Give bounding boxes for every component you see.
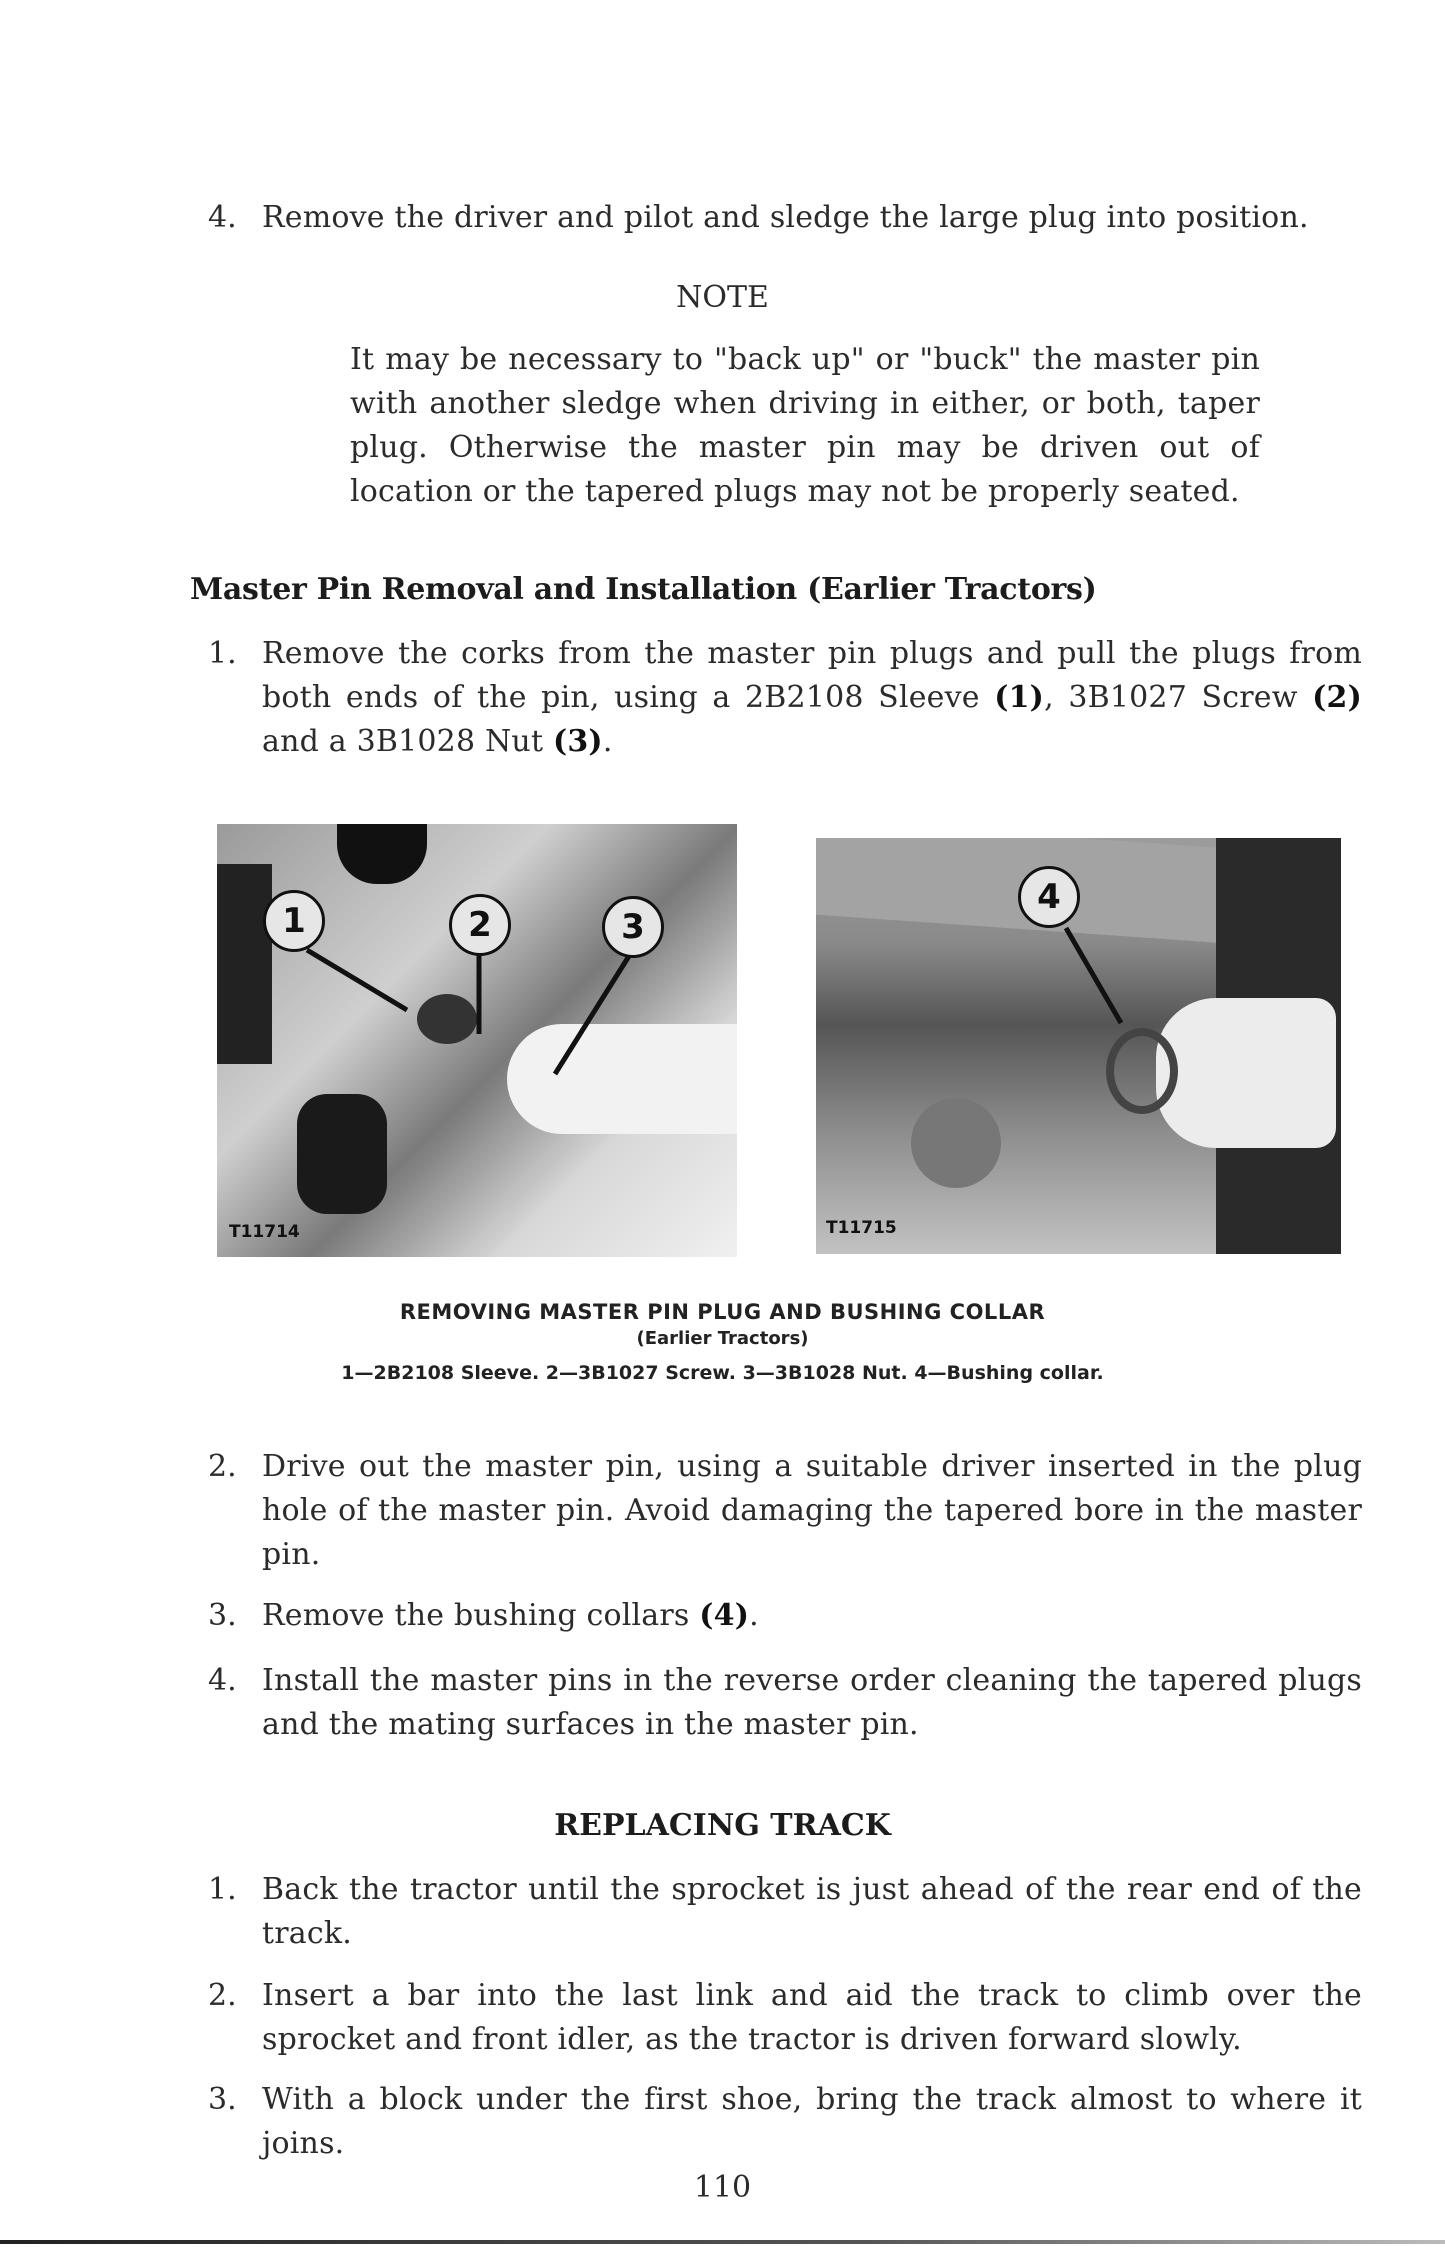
step-number: 4. — [208, 200, 237, 235]
ref-4: (4) — [699, 1598, 750, 1633]
step-text: Back the tractor until the sprocket is just ahead of the rear end of the track. — [262, 1872, 1362, 1951]
note-text: It may be necessary to "back up" or "buck" the master pin with another sledge when driving in either, or both, taper plug. Otherwise the master pin may be driven out of location or the tapered plugs may not be properly seated. — [350, 342, 1260, 509]
page-number: 110 — [693, 2170, 752, 2205]
photo-id: T11715 — [826, 1218, 897, 1238]
section-heading: Master Pin Removal and Installation (Earlier Tractors) — [190, 572, 1097, 607]
step-number: 3. — [208, 2082, 237, 2117]
note-title: NOTE — [676, 280, 769, 315]
bottom-rule — [0, 2240, 1445, 2244]
step-number: 3. — [208, 1598, 237, 1633]
step-text: Drive out the master pin, using a suitable driver inserted in the plug hole of the master pin. Avoid damaging the tapered bore in the master pin. — [262, 1449, 1362, 1572]
callout-3: 3 — [602, 896, 664, 958]
step-number: 1. — [208, 1872, 237, 1907]
step-number: 2. — [208, 1449, 237, 1484]
figure-caption-title: REMOVING MASTER PIN PLUG AND BUSHING COLLAR — [399, 1300, 1046, 1324]
step-text: Remove the bushing collars (4). — [262, 1598, 759, 1633]
callout-4: 4 — [1018, 866, 1080, 928]
figure-caption-subtitle: (Earlier Tractors) — [636, 1328, 809, 1349]
step-number: 2. — [208, 1978, 237, 2013]
callout-arrows — [217, 824, 737, 1257]
step-text: With a block under the first shoe, bring the track almost to where it joins. — [262, 2082, 1362, 2161]
step-number: 4. — [208, 1663, 237, 1698]
callout-2: 2 — [449, 894, 511, 956]
section-heading-replacing-track: REPLACING TRACK — [554, 1808, 891, 1843]
photo-bushing-collar — [816, 838, 1341, 1254]
photo-id: T11714 — [229, 1222, 300, 1242]
step-text: Remove the driver and pilot and sledge the large plug into position. — [262, 200, 1309, 235]
step-number: 1. — [208, 636, 237, 671]
ref-3: (3) — [552, 724, 603, 759]
ref-1: (1) — [994, 680, 1045, 715]
step-text: Install the master pins in the reverse order cleaning the tapered plugs and the mating surfaces in the master pin. — [262, 1663, 1362, 1742]
callout-arrow — [816, 838, 1341, 1254]
photo-master-pin-plug — [217, 824, 737, 1257]
ref-2: (2) — [1312, 680, 1362, 715]
step-text: Remove the corks from the master pin plugs and pull the plugs from both ends of the pin, using a 2B2108 Sleeve (1), 3B1027 Screw (2) and a 3B1028 Nut (3). — [262, 636, 1362, 759]
figure-caption-legend: 1—2B2108 Sleeve. 2—3B1027 Screw. 3—3B1028 Nut. 4—Bushing collar. — [341, 1362, 1104, 1384]
callout-1: 1 — [263, 890, 325, 952]
step-text: Insert a bar into the last link and aid the track to climb over the sprocket and front idler, as the tractor is driven forward slowly. — [262, 1978, 1362, 2057]
